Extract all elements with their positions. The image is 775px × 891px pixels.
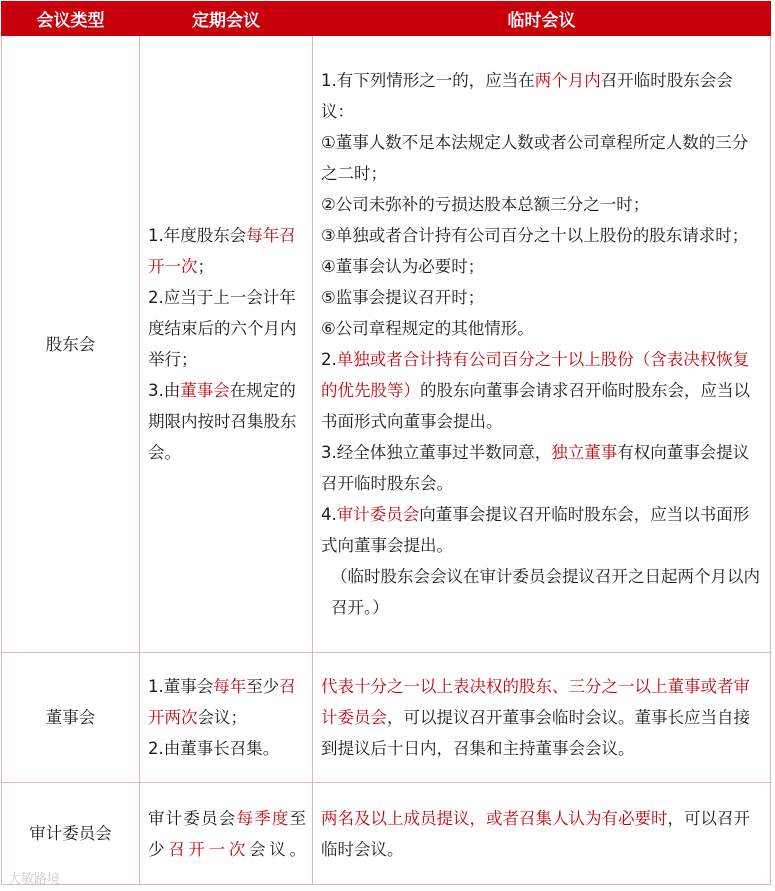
highlight: 两名及以上成员提议，或者召集人认为有必要时 [321, 808, 668, 828]
highlight: 独立董事 [551, 443, 618, 462]
watermark: 大敏路境 [8, 872, 61, 887]
condition-6: ⑥公司章程规定的其他情形。 [321, 319, 534, 338]
regular-audit [140, 783, 313, 885]
temporary-board-text [321, 671, 762, 764]
temporary-audit [313, 783, 771, 885]
text: 3.由 [148, 381, 181, 400]
highlight: 召开一次 [168, 839, 250, 859]
meeting-table [1, 1, 771, 885]
temporary-item-3 [321, 437, 762, 499]
highlight: 每季度 [236, 808, 290, 828]
highlight: 审计委员会 [336, 505, 420, 524]
regular-item-1 [148, 220, 306, 282]
text: 的股东向董事会请求召开临时股东会，应当以书面形式向董事会提出。 [321, 381, 750, 431]
text: 审计委员会 [148, 808, 237, 828]
type-shareholders: 股东会 [2, 36, 140, 653]
condition-2: ②公司未弥补的亏损达股本总额三分之一时； [321, 195, 650, 214]
text: 在规定的期限内按时召集股东会。 [148, 381, 297, 462]
header-row [2, 2, 771, 36]
type-audit: 审计委员会 [2, 783, 140, 885]
text: ； [197, 257, 214, 276]
highlight: 召开一次 [148, 226, 296, 276]
text: 1.董事会 [148, 677, 214, 696]
temporary-shareholders [313, 36, 771, 653]
temporary-note: （临时股东会会议在审计委员会提议召开之日起两个月以内召开。） [331, 567, 760, 617]
highlight: 两个月内 [534, 71, 601, 90]
regular-item-2: 2.由董事长召集。 [148, 739, 280, 758]
text: 有权向董事会提议召开临时股东会。 [321, 443, 750, 493]
text: 召开临时股东会会议： [321, 71, 733, 121]
temporary-audit-text [321, 803, 762, 865]
header-temporary-meeting: 临时会议 [313, 2, 771, 36]
text: 至少 [148, 808, 306, 859]
temporary-item-4 [321, 499, 762, 561]
condition-1: ①董事人数不足本法规定人数或者公司章程所定人数的三分之二时； [321, 133, 749, 183]
row-shareholders [2, 36, 771, 653]
condition-4: ④董事会认为必要时； [321, 257, 485, 276]
text: 3.经全体独立董事过半数同意， [321, 443, 552, 462]
text: 1.有下列情形之一的，应当在 [321, 71, 535, 90]
regular-item-3 [148, 375, 306, 468]
row-audit [2, 783, 771, 885]
text: 会议； [197, 708, 247, 727]
highlight: 召开两次 [148, 677, 296, 727]
text: 至少 [246, 677, 280, 696]
regular-board [140, 653, 313, 783]
highlight: 董事会 [180, 381, 230, 400]
text: 会议。 [249, 839, 307, 859]
header-meeting-type: 会议类型 [2, 2, 140, 36]
temporary-item-2 [321, 344, 762, 437]
highlight: 单独或者合计持有公司百分之十以上股份（含表决权恢复的优先股等） [321, 350, 750, 400]
regular-item-1 [148, 671, 306, 733]
type-board: 董事会 [2, 653, 140, 783]
text: ，可以召开临时会议。 [321, 808, 750, 859]
condition-5: ⑤监事会提议召开时； [321, 288, 485, 307]
regular-item-2: 2.应当于上一会计年度结束后的六个月内举行； [148, 288, 297, 369]
text: 2. [321, 350, 337, 369]
condition-3: ③单独或者合计持有公司百分之十以上股份的股东请求时； [321, 226, 749, 245]
text: 1.年度股东会 [148, 226, 247, 245]
row-board [2, 653, 771, 783]
highlight: 每年 [213, 677, 247, 696]
text: ，可以提议召开董事会临时会议。董事长应当自接到提议后十日内，召集和主持董事会会议。 [321, 708, 750, 758]
text: 向董事会提议召开临时股东会，应当以书面形式向董事会提出。 [321, 505, 750, 555]
regular-shareholders [140, 36, 313, 653]
temporary-item-1 [321, 65, 762, 127]
text: 4. [321, 505, 337, 524]
highlight: 每年 [246, 226, 280, 245]
highlight: 代表十分之一以上表决权的股东、三分之一以上董事或者审计委员会 [321, 677, 750, 727]
header-regular-meeting: 定期会议 [140, 2, 313, 36]
regular-audit-text [148, 803, 306, 865]
temporary-board [313, 653, 771, 783]
